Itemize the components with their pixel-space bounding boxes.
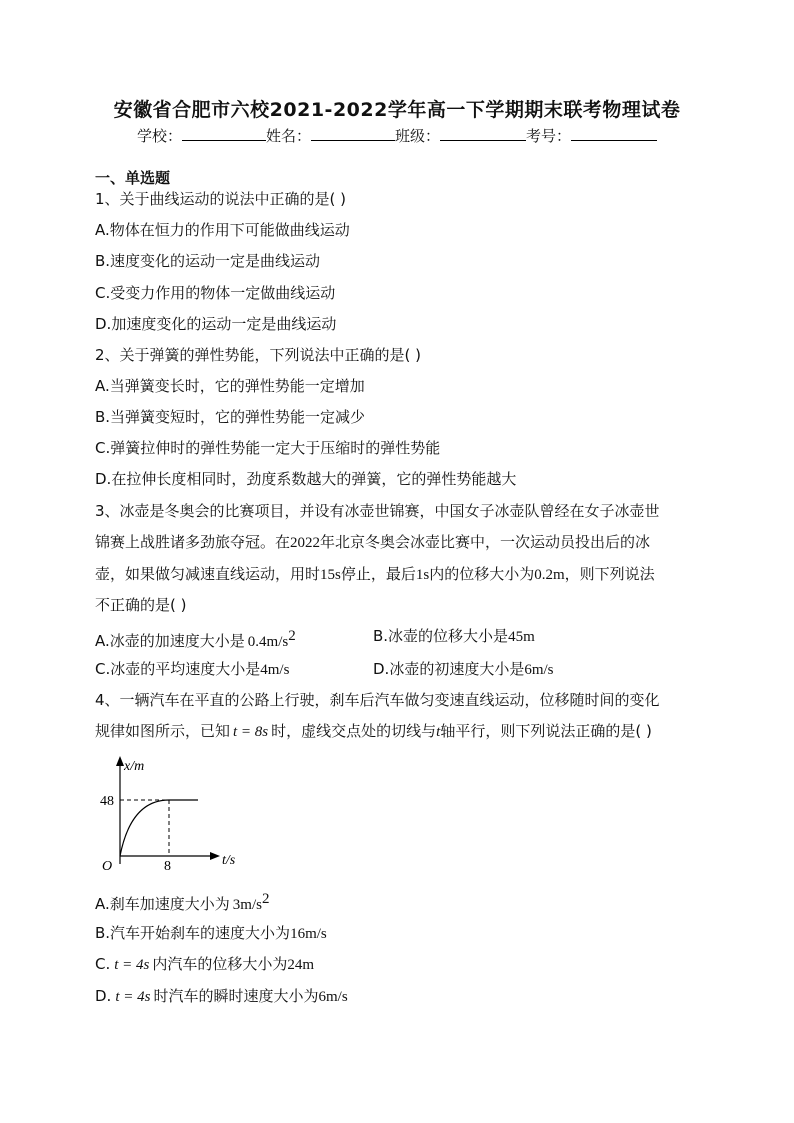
q1-stem: 1、关于曲线运动的说法中正确的是( )	[95, 190, 347, 208]
q1-option-a: A.物体在恒力的作用下可能做曲线运动	[95, 221, 350, 239]
class-blank[interactable]	[440, 126, 526, 141]
x-axis-label: t/s	[222, 853, 236, 868]
q3-option-b: B.冰壶的位移大小是45m	[373, 627, 535, 645]
origin-label: O	[102, 859, 113, 874]
q4-stem-line-2: 规律如图所示，已知 t = 8s 时，虚线交点处的切线与t轴平行，则下列说法正确的是( )	[95, 722, 652, 740]
x-tick-label: 8	[164, 859, 171, 874]
q1-option-c: C.受变力作用的物体一定做曲线运动	[95, 284, 336, 302]
name-blank[interactable]	[311, 126, 395, 141]
q3-option-c: C.冰壶的平均速度大小是4m/s	[95, 660, 290, 678]
q3-stem-line-1: 3、冰壶是冬奥会的比赛项目，并设有冰壶世锦赛，中国女子冰壶队曾经在女子冰壶世	[95, 502, 660, 520]
school-blank[interactable]	[182, 126, 266, 141]
q3-stem-line-2: 锦赛上战胜诸多劲旅夺冠。在2022年北京冬奥会冰壶比赛中，一次运动员投出后的冰	[95, 533, 651, 551]
displacement-time-graph	[100, 752, 260, 877]
class-label: 班级：	[395, 127, 441, 145]
q3-stem-line-4: 不正确的是( )	[95, 596, 187, 614]
q3-option-d: D.冰壶的初速度大小是6m/s	[373, 660, 554, 678]
q3-option-a: A.冰壶的加速度大小是 $0.4m/s^2$	[95, 628, 296, 650]
q4-option-c: C. t = 4s 内汽车的位移大小为24m	[95, 955, 315, 973]
displacement-curve	[120, 800, 169, 856]
q2-stem: 2、关于弹簧的弹性势能，下列说法中正确的是( )	[95, 346, 422, 364]
q1-option-b: B.速度变化的运动一定是曲线运动	[95, 252, 321, 270]
section-heading: 一、单选题	[95, 169, 171, 187]
q3-stem-line-3: 壶，如果做匀减速直线运动，用时15s停止，最后1s内的位移大小为0.2m，则下列说法	[95, 565, 655, 583]
q2-option-a: A.当弹簧变长时，它的弹性势能一定增加	[95, 377, 365, 395]
student-info-line	[0, 125, 794, 146]
y-tick-label: 48	[100, 794, 114, 809]
exam-number-label: 考号：	[526, 127, 572, 145]
q2-option-d: D.在拉伸长度相同时，劲度系数越大的弹簧，它的弹性势能越大	[95, 470, 517, 488]
q4-option-a: A.刹车加速度大小为 $3m/s^2$	[95, 891, 270, 913]
page-title: 安徽省合肥市六校2021-2022学年高一下学期期末联考物理试卷	[113, 99, 681, 121]
school-label: 学校：	[136, 127, 182, 145]
exam-number-blank[interactable]	[571, 126, 657, 141]
q1-option-d: D.加速度变化的运动一定是曲线运动	[95, 315, 337, 333]
q2-option-b: B.当弹簧变短时，它的弹性势能一定减少	[95, 408, 366, 426]
q2-option-c: C.弹簧拉伸时的弹性势能一定大于压缩时的弹性势能	[95, 439, 441, 457]
y-axis-arrow	[116, 756, 124, 766]
y-axis-label: x/m	[124, 759, 145, 774]
x-axis-arrow	[210, 852, 220, 860]
name-label: 姓名：	[265, 127, 311, 145]
q4-option-d: D. t = 4s 时汽车的瞬时速度大小为6m/s	[95, 987, 348, 1005]
q4-stem-line-1: 4、一辆汽车在平直的公路上行驶，刹车后汽车做匀变速直线运动，位移随时间的变化	[95, 691, 660, 709]
q4-option-b: B.汽车开始刹车的速度大小为16m/s	[95, 924, 327, 942]
